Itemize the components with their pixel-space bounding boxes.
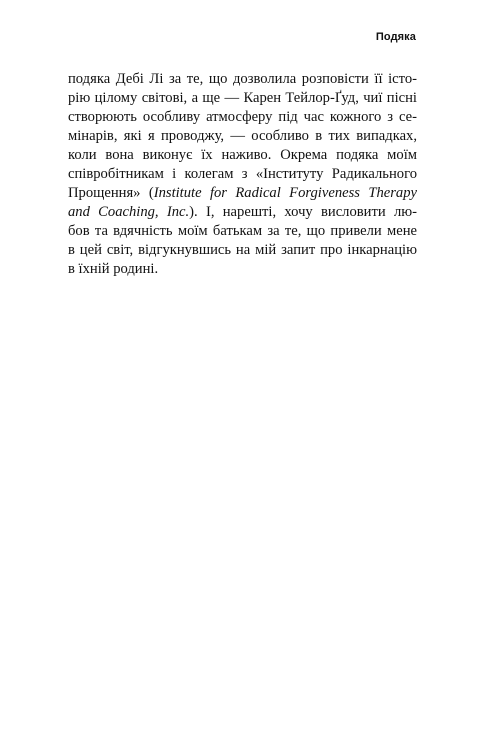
text-line: співробітникам і колегам з «Інституту Радикального (68, 166, 417, 182)
text-line: коли вона виконує їх наживо. Окрема подяка моїм (68, 147, 417, 163)
text-line: мінарів, які я проводжу, — особливо в тих випадках, (68, 128, 417, 144)
running-header-title: Подяка (375, 31, 416, 43)
text-line: рію цілому світові, а ще — Карен Тейлор-Ґуд, чиї пісні (68, 90, 417, 106)
text-fragment: Прощення» ( (68, 185, 154, 201)
institute-name-english-continued: and Coaching, Inc. (68, 204, 190, 220)
text-line: в їхній родині. (68, 261, 159, 277)
text-line: в цей світ, відгукнувшись на мій запит про інкарнацію (68, 242, 417, 258)
text-line: бов та вдячність моїм батькам за те, що привели мене (68, 223, 417, 239)
institute-name-english: Institute for Radical Forgiveness Therapy (153, 185, 417, 201)
acknowledgements-paragraph (68, 70, 417, 279)
text-line (68, 203, 417, 222)
text-line: створюють особливу атмосферу під час кожного з се- (68, 109, 417, 125)
text-fragment: ). І, нарешті, хочу висловити лю- (189, 204, 417, 220)
text-line: подяка Дебі Лі за те, що дозволила розповісти її істо- (68, 71, 417, 87)
text-line (68, 184, 417, 203)
